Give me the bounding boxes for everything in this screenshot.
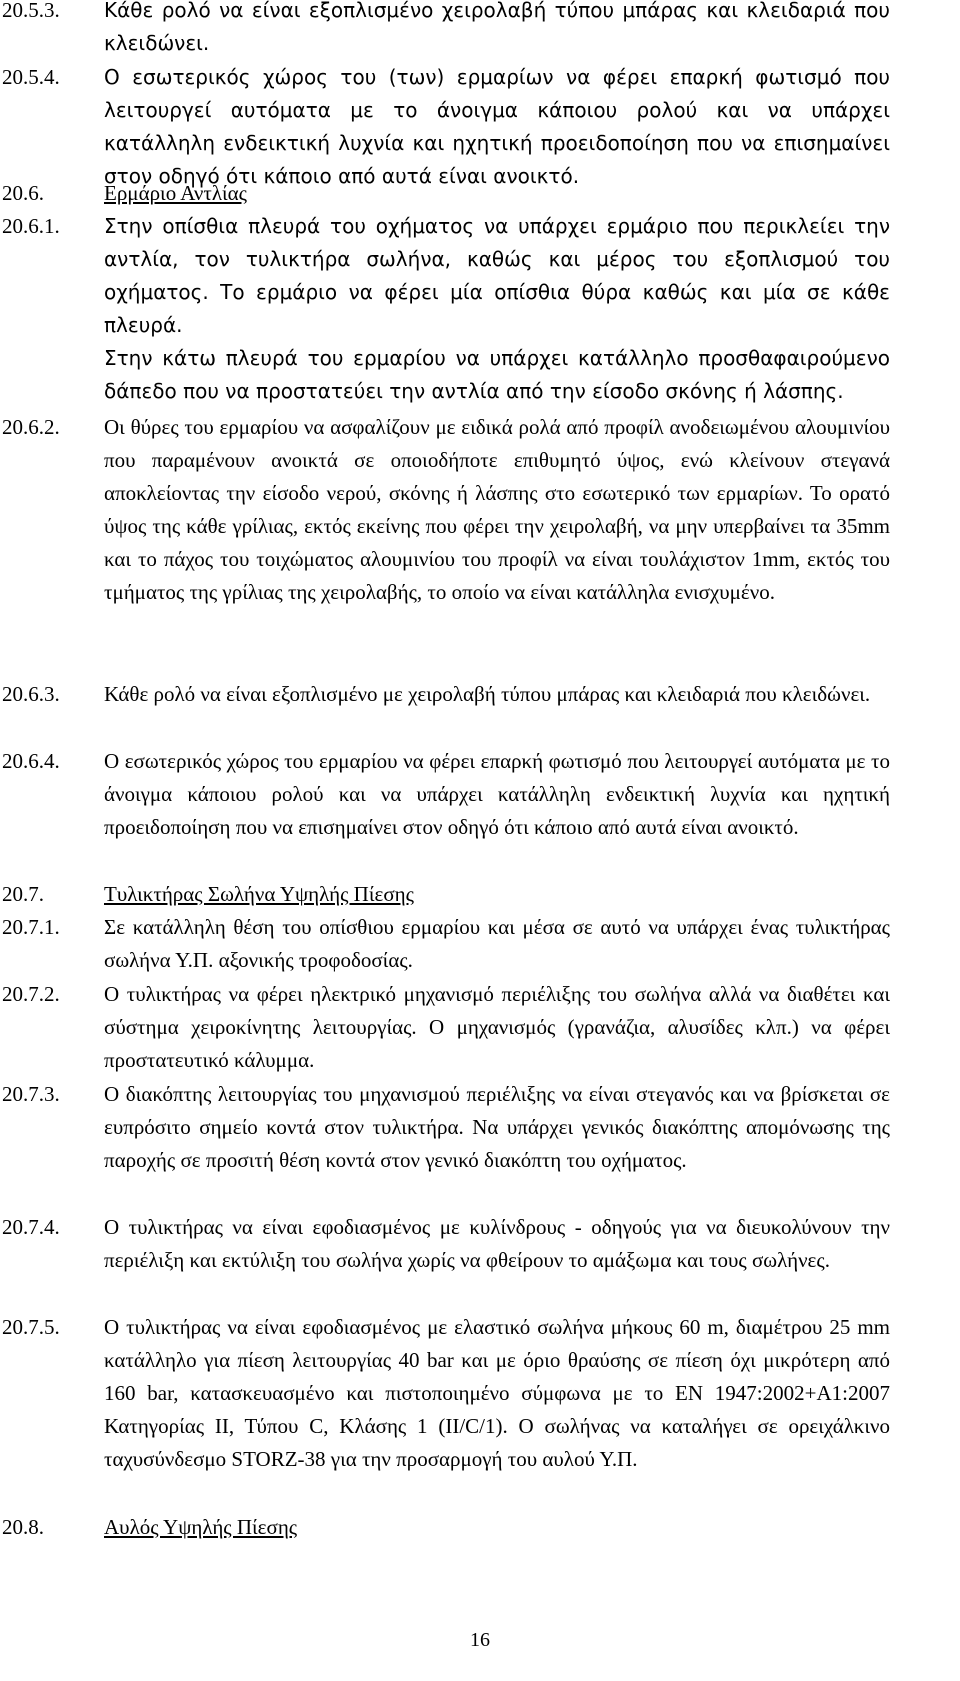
section-heading: Ερμάριο Αντλίας bbox=[104, 181, 247, 205]
clause-number: 20.7.3. bbox=[2, 1082, 60, 1106]
clause-text: Οι θύρες του ερμαρίου να ασφαλίζουν με ειδικά ρολά από προφίλ ανοδειωμένου αλουμινίου που παραμένουν ανοικτά σε οποιοδήποτε επιθυμητό ύψος, ενώ κλείνουν στεγανά αποκλείοντας την είσοδο νερού, σκόνης ή λάσπης στο εσωτερικό των ερμαρίων. Το ορατό ύψος της κάθε γρίλιας, εκτός εκείνης που φέρει την χειρολαβή, να μην υπερβαίνει τα 35mm και το πάχος του τοιχώματος αλουμινίου του προφίλ να είναι τουλάχιστον 1mm, εκτός του τμήματος της γρίλιας της χειρολαβής, το οποίο να είναι κατάλληλα ενισχυμένο. bbox=[104, 415, 890, 604]
clause-number: 20.6.3. bbox=[2, 682, 60, 706]
clause-text: Ο τυλικτήρας να φέρει ηλεκτρικό μηχανισμό περιέλιξης του σωλήνα αλλά να διαθέτει και σύστημα χειροκίνητης λειτουργίας. Ο μηχανισμός (γρανάζια, αλυσίδες κλπ.) να φέρει προστατευτικό κάλυμμα. bbox=[104, 982, 890, 1072]
clause-body bbox=[104, 745, 890, 844]
clause-body bbox=[104, 978, 890, 1077]
clause-number: 20.6.1. bbox=[2, 214, 60, 238]
clause-body bbox=[104, 210, 890, 408]
section-number: 20.6. bbox=[2, 181, 44, 205]
clause-number: 20.7.4. bbox=[2, 1215, 60, 1239]
section-heading: Τυλικτήρας Σωλήνα Υψηλής Πίεσης bbox=[104, 882, 414, 906]
clause-body bbox=[104, 0, 890, 60]
clause-text: Ο τυλικτήρας να είναι εφοδιασμένος με ελαστικό σωλήνα μήκους 60 m, διαμέτρου 25 mm κατάλληλο για πίεση λειτουργίας 40 bar και με όριο θραύσης σε πίεση όχι μικρότερη από 160 bar, κατασκευασμένο και πιστοποιημένο σύμφωνα με το EN 1947:2002+A1:2007 Κατηγορίας ΙΙ, Τύπου C, Κλάσης 1 (II/C/1). Ο σωλήνας να καταλήγει σε ορειχάλκινο ταχυσύνδεσμο STORZ-38 για την προσαρμογή του αυλού Υ.Π. bbox=[104, 1315, 890, 1471]
clause-number: 20.6.2. bbox=[2, 415, 60, 439]
clause-number: 20.5.3. bbox=[2, 0, 60, 22]
clause-body bbox=[104, 1211, 890, 1277]
clause-text: Ο διακόπτης λειτουργίας του μηχανισμού περιέλιξης να είναι στεγανός και να βρίσκεται σε ευπρόσιτο σημείο κοντά στον τυλικτήρα. Να υπάρχει γενικός διακόπτης απομόνωσης της παροχής σε προσιτή θέση κοντά στον γενικό διακόπτη του οχήματος. bbox=[104, 1082, 890, 1172]
clause-number: 20.7.5. bbox=[2, 1315, 60, 1339]
clause-text: Ο εσωτερικός χώρος του ερμαρίου να φέρει επαρκή φωτισμό που λειτουργεί αυτόματα με το άνοιγμα κάποιου ρολού και να υπάρχει κατάλληλη ενδεικτική λυχνία και ηχητική προειδοποίηση που να επισημαίνει στον οδηγό ότι κάποιο από αυτά είναι ανοικτό. bbox=[104, 749, 890, 839]
section-number: 20.7. bbox=[2, 882, 44, 906]
clause-text: Στην κάτω πλευρά του ερμαρίου να υπάρχει κατάλληλο προσθαφαιρούμενο δάπεδο που να προστατεύει την αντλία από την είσοδο σκόνης ή λάσπης. bbox=[104, 346, 890, 403]
clause-body bbox=[104, 61, 890, 193]
clause-body bbox=[104, 678, 890, 711]
clause-text: Κάθε ρολό να είναι εξοπλισμένο χειρολαβή τύπου μπάρας και κλειδαριά που κλειδώνει. bbox=[104, 0, 890, 55]
clause-text: Ο τυλικτήρας να είναι εφοδιασμένος με κυλίνδρους - οδηγούς για να διευκολύνουν την περιέλιξη και εκτύλιξη του σωλήνα χωρίς να φθείρουν το αμάξωμα και τους σωλήνες. bbox=[104, 1215, 890, 1272]
clause-text: Ο εσωτερικός χώρος του (των) ερμαρίων να φέρει επαρκή φωτισμό που λειτουργεί αυτόματα με το άνοιγμα κάποιου ρολού και να υπάρχει κατάλληλη ενδεικτική λυχνία και ηχητική προειδοποίηση που να επισημαίνει στον οδηγό ότι κάποιο από αυτά είναι ανοικτό. bbox=[104, 65, 890, 188]
clause-body bbox=[104, 411, 890, 609]
clause-number: 20.7.2. bbox=[2, 982, 60, 1006]
clause-number: 20.5.4. bbox=[2, 65, 60, 89]
clause-text: Κάθε ρολό να είναι εξοπλισμένο με χειρολαβή τύπου μπάρας και κλειδαριά που κλειδώνει. bbox=[104, 682, 871, 706]
clause-body bbox=[104, 1311, 890, 1476]
clause-text: Στην οπίσθια πλευρά του οχήματος να υπάρχει ερμάριο που περικλείει την αντλία, τον τυλικτήρα σωλήνα, καθώς και μέρος του εξοπλισμού του οχήματος. Το ερμάριο να φέρει μία οπίσθια θύρα καθώς και μία σε κάθε πλευρά. bbox=[104, 214, 890, 337]
clause-text: Σε κατάλληλη θέση του οπίσθιου ερμαρίου και μέσα σε αυτό να υπάρχει ένας τυλικτήρας σωλήνα Υ.Π. αξονικής τροφοδοσίας. bbox=[104, 915, 890, 972]
clause-body bbox=[104, 911, 890, 977]
section-heading: Αυλός Υψηλής Πίεσης bbox=[104, 1515, 298, 1539]
clause-body bbox=[104, 1078, 890, 1177]
clause-number: 20.7.1. bbox=[2, 915, 60, 939]
page-number: 16 bbox=[470, 1629, 490, 1651]
section-number: 20.8. bbox=[2, 1515, 44, 1539]
clause-number: 20.6.4. bbox=[2, 749, 60, 773]
